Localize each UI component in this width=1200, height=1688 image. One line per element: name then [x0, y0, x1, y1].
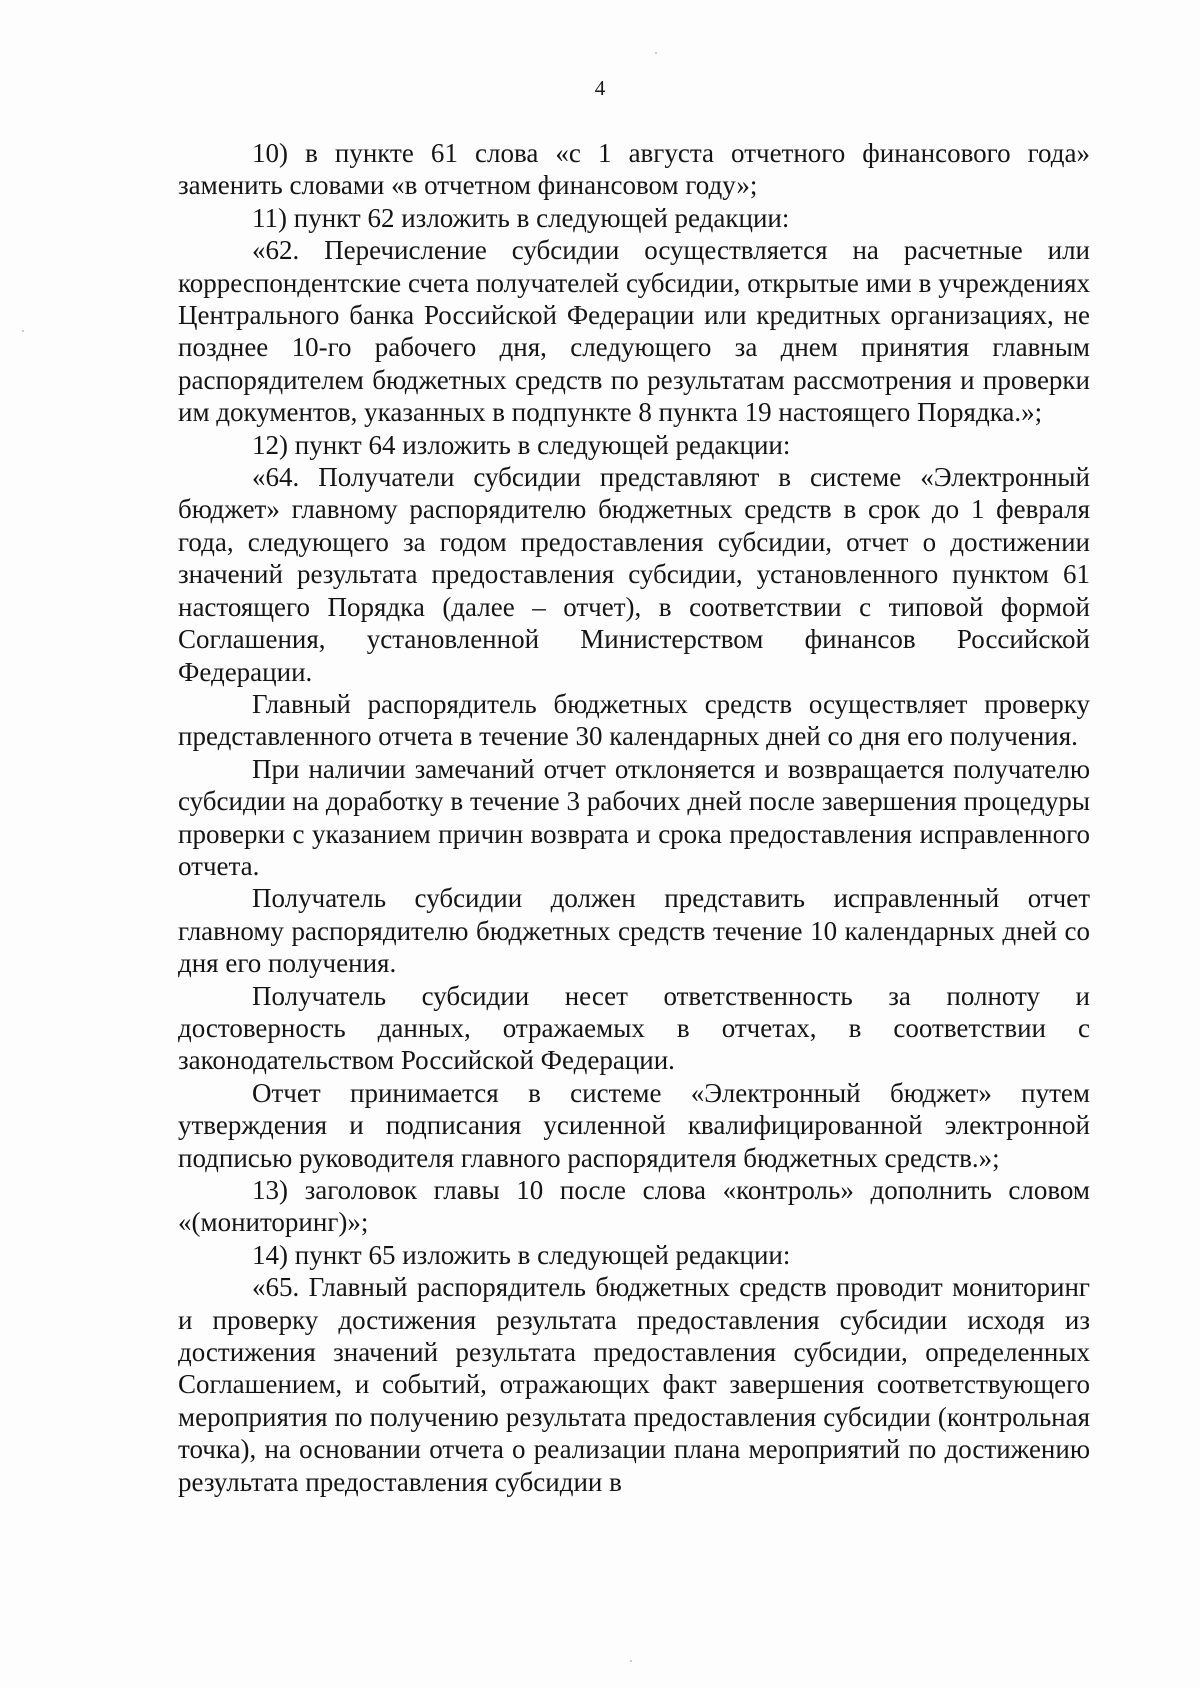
- paragraph-item-12: 12) пункт 64 изложить в следующей редакции:: [252, 429, 791, 460]
- scan-speck: [22, 330, 24, 332]
- paragraph-item-14: 14) пункт 65 изложить в следующей редакции:: [252, 1239, 791, 1270]
- paragraph-responsibility: Получатель субсидии несет ответственность за полноту и достоверность данных, отражаемых в отчетах, в соответствии с законодательством Российской Федерации.: [178, 980, 1090, 1076]
- paragraph-item-11: 11) пункт 62 изложить в следующей редакции:: [252, 202, 790, 233]
- paragraph-point-62: «62. Перечисление субсидии осуществляется на расчетные или корреспондентские счета получателей субсидии, открытые ими в учреждениях Центрального банка Российской Федерации или кредитных организациях, не позднее 10-го рабочего дня, следующего за днем принятия главным распорядителем бюджетных средств по результатам рассмотрения и проверки им документов, указанных в подпункте 8 пункта 19 настоящего Порядка.»;: [178, 235, 1090, 428]
- document-body: [178, 137, 1090, 1498]
- page-number: 4: [594, 76, 606, 100]
- scan-speck: [655, 52, 657, 54]
- paragraph-point-65: «65. Главный распорядитель бюджетных средств проводит мониторинг и проверку достижения результата предоставления субсидии исходя из достижения значений результата предоставления субсидии, определенных Соглашением, и событий, отражающих факт завершения соответствующего мероприятия по получению результата предоставления субсидии (контрольная точка), на основании отчета о реализации плана мероприятий по достижению результата предоставления субсидии в: [178, 1272, 1090, 1497]
- paragraph-item-10: 10) в пункте 61 слова «с 1 августа отчетного финансового года» заменить словами «в отчетном финансовом году»;: [178, 138, 1090, 201]
- paragraph-item-13: 13) заголовок главы 10 после слова «контроль» дополнить словом «(мониторинг)»;: [178, 1175, 1090, 1238]
- paragraph-remarks: При наличии замечаний отчет отклоняется и возвращается получателю субсидии на доработку в течение 3 рабочих дней после завершения процедуры проверки с указанием причин возврата и срока предоставления исправленного отчета.: [178, 753, 1090, 881]
- paragraph-point-64: «64. Получатели субсидии представляют в системе «Электронный бюджет» главному распорядителю бюджетных средств в срок до 1 февраля года, следующего за годом предоставления субсидии, отчет о достижении значений результата предоставления субсидии, установленного пунктом 61 настоящего Порядка (далее – отчет), в соответствии с типовой формой Соглашения, установленной Министерством финансов Российской Федерации.: [178, 462, 1090, 687]
- scan-speck: [630, 1660, 632, 1662]
- paragraph-corrected-report: Получатель субсидии должен представить исправленный отчет главному распорядителю бюджетных средств течение 10 календарных дней со дня его получения.: [178, 883, 1090, 979]
- paragraph-acceptance: Отчет принимается в системе «Электронный бюджет» путем утверждения и подписания усиленной квалифицированной электронной подписью руководителя главного распорядителя бюджетных средств.»;: [178, 1077, 1090, 1173]
- paragraph-verification: Главный распорядитель бюджетных средств осуществляет проверку представленного отчета в течение 30 календарных дней со дня его получения.: [178, 688, 1090, 752]
